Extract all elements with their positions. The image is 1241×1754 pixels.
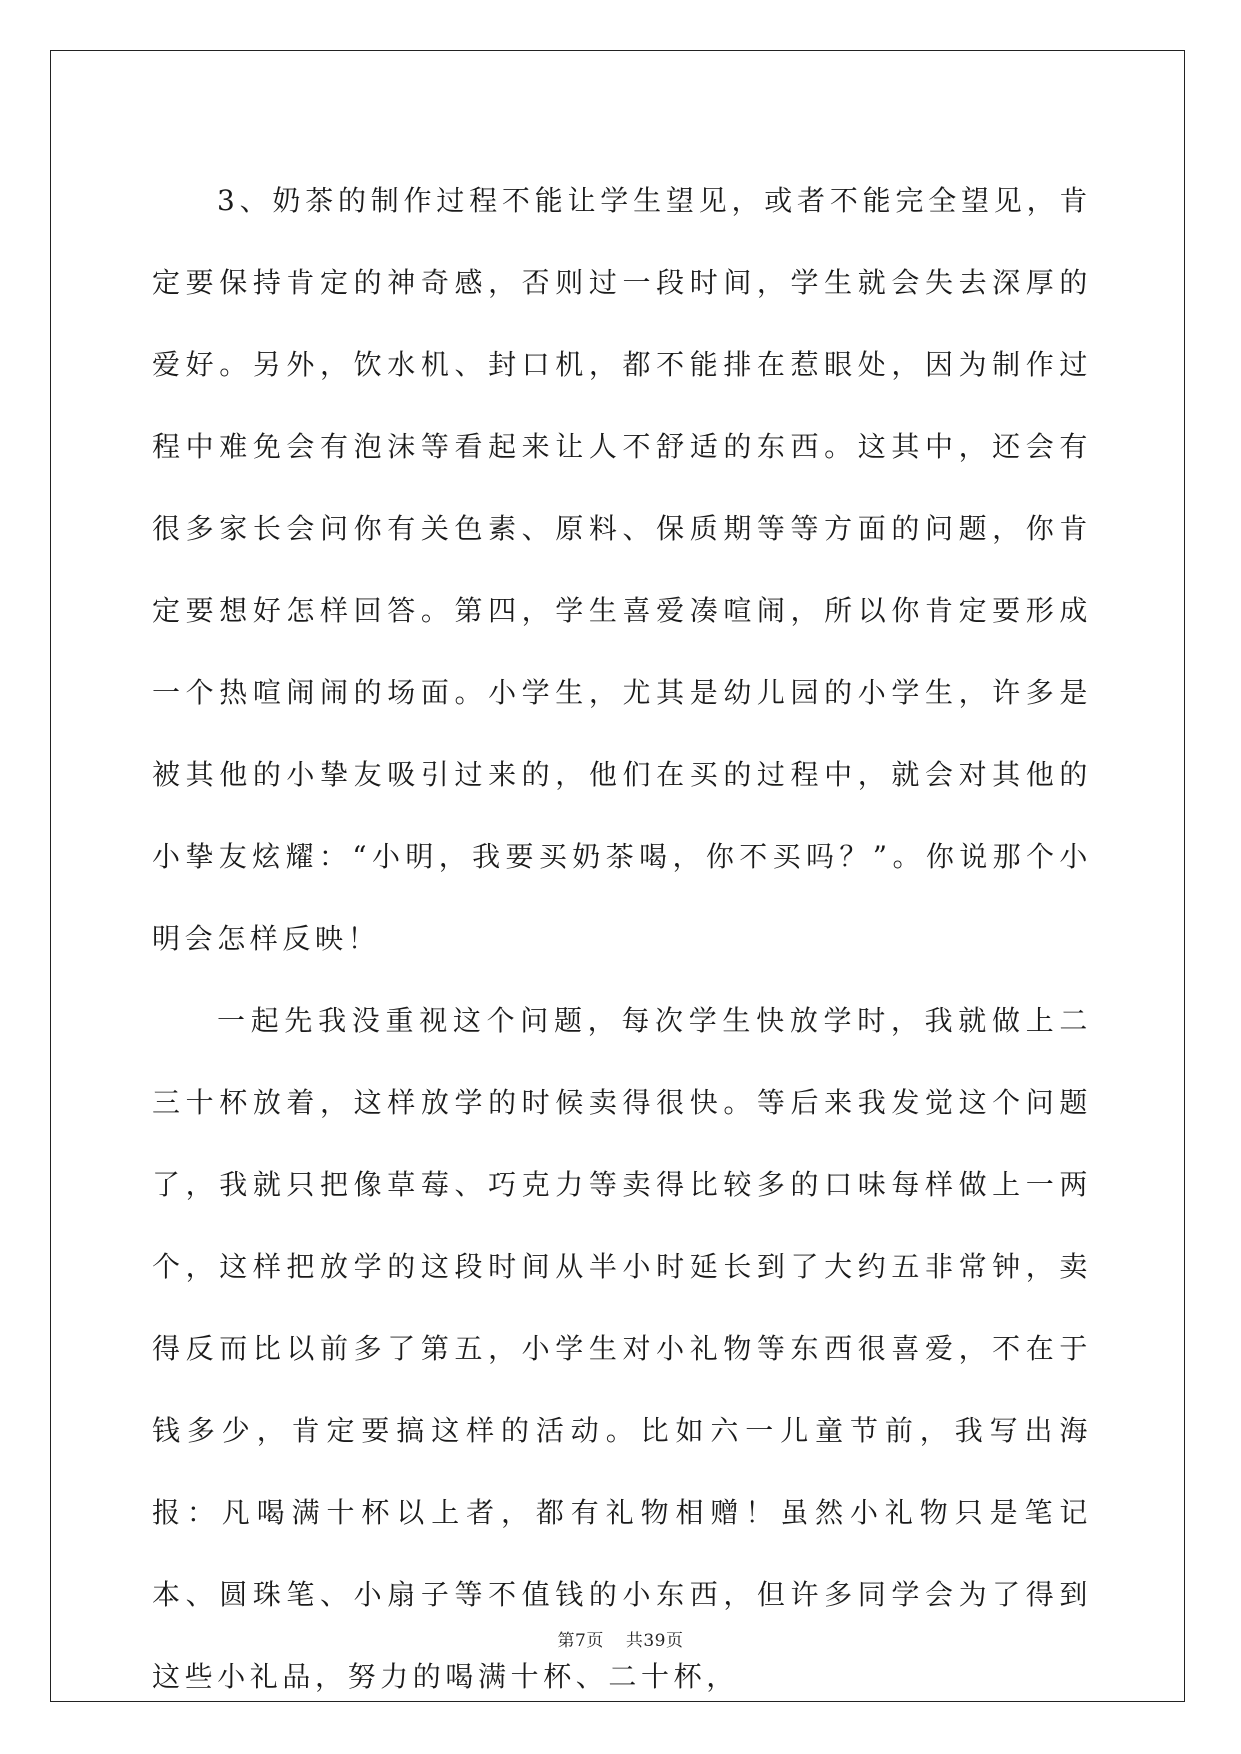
paragraph: 3、奶茶的制作过程不能让学生望见，或者不能完全望见，肯定要保持肯定的神奇感，否则过一段时间，学生就会失去深厚的爱好。另外，饮水机、封口机，都不能排在惹眼处，因为制作过程中难免会有泡沫等看起来让人不舒适的东西。这其中，还会有很多家长会问你有关色素、原料、保质期等等方面的问题，你肯定要想好怎样回答。第四，学生喜爱凑喧闹，所以你肯定要形成一个热喧闹闹的场面。小学生，尤其是幼儿园的小学生，许多是被其他的小挚友吸引过来的，他们在买的过程中，就会对其他的小挚友炫耀：“小明，我要买奶茶喝，你不买吗？”。你说那个小明会怎样反映！ [152,184,1092,955]
document-body [152,160,1092,1718]
page-footer [0,1626,1241,1651]
page-number: 第7页 [557,1631,604,1651]
paragraph: 一起先我没重视这个问题，每次学生快放学时，我就做上二三十杯放着，这样放学的时候卖得很快。等后来我发觉这个问题了，我就只把像草莓、巧克力等卖得比较多的口味每样做上一两个，这样把放学的这段时间从半小时延长到了大约五非常钟，卖得反而比以前多了第五，小学生对小礼物等东西很喜爱，不在于钱多少，肯定要搞这样的活动。比如六一儿童节前，我写出海报：凡喝满十杯以上者，都有礼物相赠！虽然小礼物只是笔记本、圆珠笔、小扇子等不值钱的小东西，但许多同学会为了得到这些小礼品，努力的喝满十杯、二十杯， [152,1004,1092,1693]
page-total: 共39页 [625,1631,684,1651]
